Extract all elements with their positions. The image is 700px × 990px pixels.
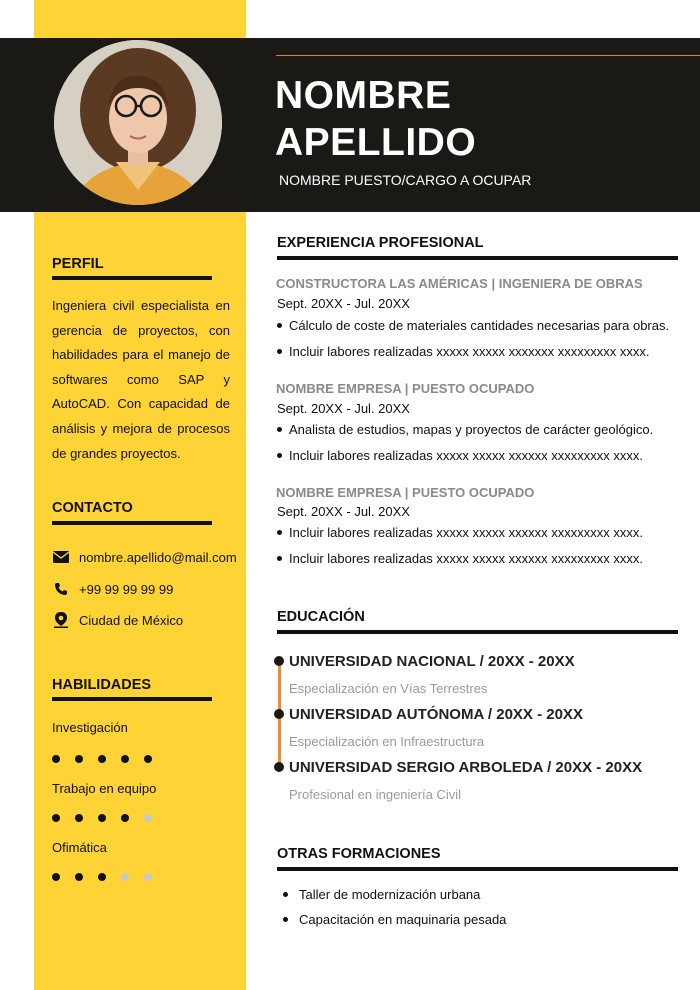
profile-photo xyxy=(54,40,222,205)
skill-dot-filled xyxy=(121,755,129,763)
job-heading: NOMBRE EMPRESA | PUESTO OCUPADO xyxy=(276,381,535,396)
job-bullet xyxy=(277,344,649,359)
skill-rating xyxy=(52,755,167,763)
education-item-subtitle: Especialización en Vías Terrestres xyxy=(289,681,488,696)
other-training-divider xyxy=(277,867,678,871)
other-training-item xyxy=(283,887,480,902)
education-item-heading: UNIVERSIDAD AUTÓNOMA / 20XX - 20XX xyxy=(289,706,583,723)
bullet-dot xyxy=(277,427,282,432)
skill-dot-filled xyxy=(98,814,106,822)
job-title: NOMBRE PUESTO/CARGO A OCUPAR xyxy=(279,172,532,188)
job-dates: Sept. 20XX - Jul. 20XX xyxy=(277,504,410,519)
skill-rating xyxy=(52,873,167,881)
skill-rating xyxy=(52,814,167,822)
job-bullet-text: Incluir labores realizadas xxxxx xxxxx xxxxxx xxxxxxxxx xxxx. xyxy=(289,448,643,463)
experience-heading: EXPERIENCIA PROFESIONAL xyxy=(277,235,484,251)
contact-email[interactable] xyxy=(52,549,237,565)
profile-divider xyxy=(52,276,212,280)
timeline-dot xyxy=(274,762,284,772)
candidate-name xyxy=(275,72,476,166)
skill-dot-filled xyxy=(98,755,106,763)
skill-dot-filled xyxy=(144,755,152,763)
skill-dot-filled xyxy=(52,873,60,881)
skill-dot-filled xyxy=(75,755,83,763)
bullet-dot xyxy=(277,530,282,535)
job-bullet xyxy=(277,525,643,540)
job-bullet xyxy=(277,422,653,437)
skill-dot-filled xyxy=(98,873,106,881)
other-training-text: Capacitación en maquinaria pesada xyxy=(299,912,507,927)
skill-name: Ofimática xyxy=(52,840,107,855)
bullet-dot xyxy=(283,892,288,897)
skill-name: Trabajo en equipo xyxy=(52,781,157,796)
other-training-text: Taller de modernización urbana xyxy=(299,887,481,902)
other-training-item xyxy=(283,912,506,927)
experience-divider xyxy=(277,256,678,260)
skill-dot-empty xyxy=(144,814,152,822)
bullet-dot xyxy=(277,556,282,561)
other-training-heading: OTRAS FORMACIONES xyxy=(277,846,441,862)
skill-dot-filled xyxy=(121,814,129,822)
skill-dot-filled xyxy=(75,873,83,881)
job-dates: Sept. 20XX - Jul. 20XX xyxy=(277,296,410,311)
name-first: NOMBRE xyxy=(275,74,452,117)
education-item-subtitle: Profesional en ingeniería Civil xyxy=(289,787,461,802)
phone-icon xyxy=(52,581,70,597)
job-bullet xyxy=(277,318,669,333)
header-accent-line xyxy=(276,55,700,56)
bullet-dot xyxy=(277,453,282,458)
phone-text: +99 99 99 99 99 xyxy=(79,581,174,597)
education-item-subtitle: Especialización en Infraestructura xyxy=(289,734,485,749)
education-divider xyxy=(277,630,678,634)
education-heading: EDUCACIÓN xyxy=(277,609,365,625)
skill-dot-filled xyxy=(52,755,60,763)
bullet-dot xyxy=(277,323,282,328)
job-bullet-text: Analista de estudios, mapas y proyectos de carácter geológico. xyxy=(289,422,654,437)
skill-dot-filled xyxy=(52,814,60,822)
timeline-dot xyxy=(274,656,284,666)
job-bullet-text: Incluir labores realizadas xxxxx xxxxx xxxxxx xxxxxxxxx xxxx. xyxy=(289,551,643,566)
skill-name: Investigación xyxy=(52,720,128,735)
skill-dot-filled xyxy=(75,814,83,822)
skill-dot-empty xyxy=(144,873,152,881)
job-bullet xyxy=(277,551,643,566)
contact-phone[interactable] xyxy=(52,581,173,597)
location-pin-icon xyxy=(52,612,70,628)
contact-divider xyxy=(52,521,212,525)
name-last: APELLIDO xyxy=(275,121,477,164)
job-heading: NOMBRE EMPRESA | PUESTO OCUPADO xyxy=(276,485,535,500)
email-text: nombre.apellido@mail.com xyxy=(79,549,237,565)
job-bullet-text: Cálculo de coste de materiales cantidades necesarias para obras. xyxy=(289,318,670,333)
education-item-heading: UNIVERSIDAD NACIONAL / 20XX - 20XX xyxy=(289,653,575,670)
skills-divider xyxy=(52,697,212,701)
contact-location xyxy=(52,612,183,628)
skills-heading: HABILIDADES xyxy=(52,677,152,693)
bullet-dot xyxy=(283,917,288,922)
profile-text: Ingeniera civil especialista en gerencia de proyectos, con habilidades para el manejo de softwares como SAP y AutoCAD. Con capacidad de análisis y mejora de procesos de grandes proyectos. xyxy=(52,298,230,461)
timeline-dot xyxy=(274,709,284,719)
job-bullet xyxy=(277,448,643,463)
contact-heading: CONTACTO xyxy=(52,500,133,516)
job-dates: Sept. 20XX - Jul. 20XX xyxy=(277,401,410,416)
job-bullet-text: Incluir labores realizadas xxxxx xxxxx xxxxxxx xxxxxxxxx xxxx. xyxy=(289,344,650,359)
skill-dot-empty xyxy=(121,873,129,881)
job-bullet-text: Incluir labores realizadas xxxxx xxxxx xxxxxx xxxxxxxxx xxxx. xyxy=(289,525,643,540)
location-text: Ciudad de México xyxy=(79,612,184,628)
envelope-icon xyxy=(52,549,70,565)
profile-heading: PERFIL xyxy=(52,256,104,272)
job-heading: CONSTRUCTORA LAS AMÉRICAS | INGENIERA DE OBRAS xyxy=(276,276,643,291)
bullet-dot xyxy=(277,349,282,354)
education-item-heading: UNIVERSIDAD SERGIO ARBOLEDA / 20XX - 20XX xyxy=(289,759,643,776)
